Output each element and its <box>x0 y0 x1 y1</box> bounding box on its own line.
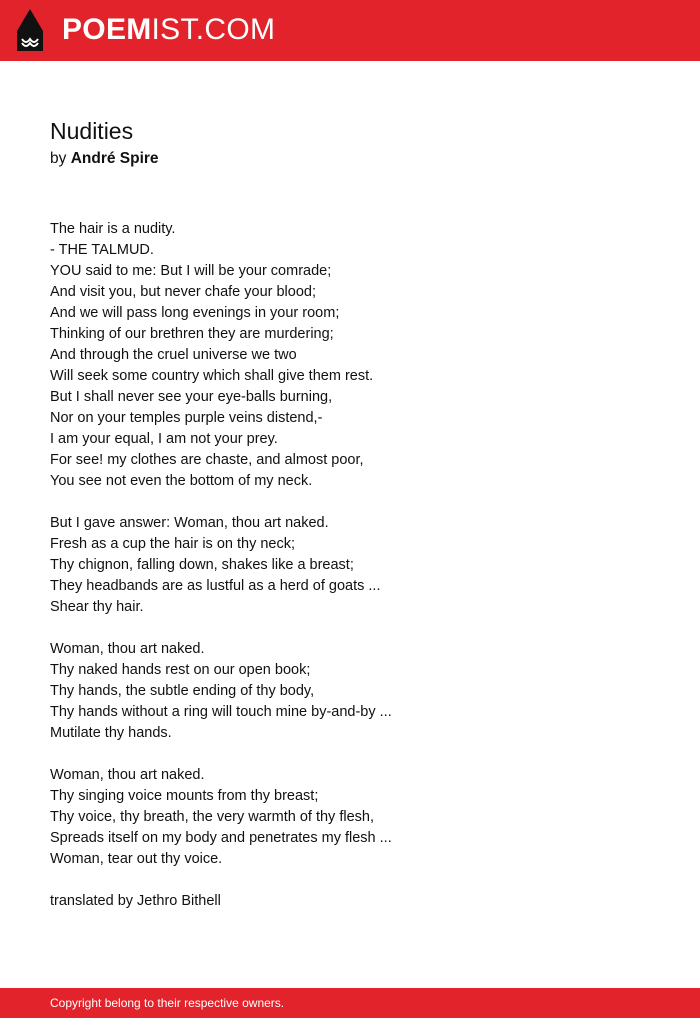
poem-line: Fresh as a cup the hair is on thy neck; <box>50 536 296 552</box>
poem-line: Mutilate thy hands. <box>50 725 172 741</box>
poem-line: Woman, thou art naked. <box>50 641 205 657</box>
stanza-break <box>50 618 670 639</box>
poem-line: Thinking of our brethren they are murdering; <box>50 326 334 342</box>
poem-line: Nor on your temples purple veins distend,- <box>50 410 323 426</box>
poem-line: Thy voice, thy breath, the very warmth of thy flesh, <box>50 809 374 825</box>
pencil-tip-icon[interactable] <box>17 9 43 51</box>
poem-line: But I gave answer: Woman, thou art naked. <box>50 515 329 531</box>
poem-line: Spreads itself on my body and penetrates my flesh ... <box>50 830 392 846</box>
site-header <box>0 0 700 61</box>
poem-line: Thy hands without a ring will touch mine by-and-by ... <box>50 704 392 720</box>
site-logo[interactable] <box>62 13 275 47</box>
poem-line: And we will pass long evenings in your room; <box>50 305 340 321</box>
poem-line: Woman, thou art naked. <box>50 767 205 783</box>
byline <box>50 149 159 169</box>
poem-line: Woman, tear out thy voice. <box>50 851 223 867</box>
by-label: by <box>50 150 67 167</box>
author-name[interactable]: André Spire <box>70 150 159 167</box>
stanza-break <box>50 492 670 513</box>
poem-line: They headbands are as lustful as a herd of goats ... <box>50 578 381 594</box>
poem-line: Shear thy hair. <box>50 599 144 615</box>
poem-body <box>50 219 670 870</box>
poem-line: I am your equal, I am not your prey. <box>50 431 278 447</box>
poem-line: Thy hands, the subtle ending of thy body, <box>50 683 315 699</box>
poem-line: Thy naked hands rest on our open book; <box>50 662 311 678</box>
poem-line: - THE TALMUD. <box>50 242 154 258</box>
poem-line: But I shall never see your eye-balls burning, <box>50 389 333 405</box>
poem-line: YOU said to me: But I will be your comrade; <box>50 263 332 279</box>
poem-line: Thy singing voice mounts from thy breast; <box>50 788 319 804</box>
copyright-notice: Copyright belong to their respective owners. <box>50 996 285 1010</box>
logo-bold-text: POEM <box>62 13 152 46</box>
logo-light-text: IST.COM <box>151 13 276 46</box>
poem-line: Will seek some country which shall give them rest. <box>50 368 374 384</box>
poem-line: For see! my clothes are chaste, and almost poor, <box>50 452 364 468</box>
poem-line: And visit you, but never chafe your blood; <box>50 284 316 300</box>
stanza-break <box>50 744 670 765</box>
poem-line: And through the cruel universe we two <box>50 347 297 363</box>
poem-title: Nudities <box>50 118 134 144</box>
poem-line: You see not even the bottom of my neck. <box>50 473 313 489</box>
poem-line: Thy chignon, falling down, shakes like a breast; <box>50 557 354 573</box>
site-footer <box>0 988 700 1018</box>
poem-line: The hair is a nudity. <box>50 221 176 237</box>
translation-credit: translated by Jethro Bithell <box>50 893 221 909</box>
